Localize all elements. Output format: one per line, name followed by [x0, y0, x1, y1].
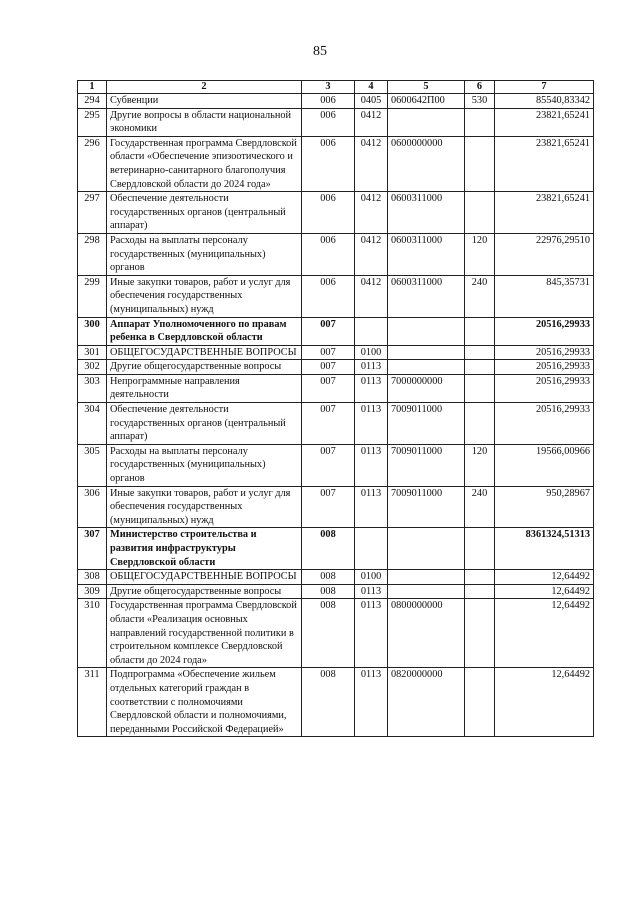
row-code-6 — [465, 108, 495, 136]
row-code-3: 007 — [302, 403, 355, 445]
row-amount: 8361324,51313 — [495, 528, 594, 570]
table-row — [78, 599, 594, 668]
table-body — [78, 94, 594, 737]
table-row — [78, 374, 594, 402]
column-header: 2 — [107, 81, 302, 94]
row-name: Другие общегосударственные вопросы — [107, 584, 302, 599]
row-code-6 — [465, 317, 495, 345]
row-code-4: 0113 — [355, 444, 388, 486]
row-code-3: 007 — [302, 486, 355, 528]
row-code-6 — [465, 136, 495, 191]
page-number: 85 — [313, 44, 327, 59]
row-code-5: 7009011000 — [388, 444, 465, 486]
row-amount: 845,35731 — [495, 275, 594, 317]
row-number: 303 — [78, 374, 107, 402]
row-code-4: 0113 — [355, 360, 388, 375]
row-code-3: 007 — [302, 345, 355, 360]
row-amount: 23821,65241 — [495, 192, 594, 234]
row-name: Иные закупки товаров, работ и услуг для обеспечения государственных (муниципальных) нужд — [107, 486, 302, 528]
row-name: Аппарат Уполномоченного по правам ребенка в Свердловской области — [107, 317, 302, 345]
row-code-6 — [465, 374, 495, 402]
row-code-4: 0412 — [355, 233, 388, 275]
row-number: 297 — [78, 192, 107, 234]
row-code-5 — [388, 317, 465, 345]
row-amount: 20516,29933 — [495, 345, 594, 360]
row-amount: 950,28967 — [495, 486, 594, 528]
row-code-4: 0113 — [355, 668, 388, 737]
row-code-3: 006 — [302, 94, 355, 109]
table-row — [78, 108, 594, 136]
row-amount: 85540,83342 — [495, 94, 594, 109]
row-number: 295 — [78, 108, 107, 136]
row-code-3: 006 — [302, 275, 355, 317]
row-number: 306 — [78, 486, 107, 528]
row-code-5: 0600642П00 — [388, 94, 465, 109]
row-number: 298 — [78, 233, 107, 275]
row-code-6: 120 — [465, 444, 495, 486]
row-name: Обеспечение деятельности государственных органов (центральный аппарат) — [107, 192, 302, 234]
row-amount: 19566,00966 — [495, 444, 594, 486]
row-number: 294 — [78, 94, 107, 109]
row-code-6: 530 — [465, 94, 495, 109]
row-code-6 — [465, 345, 495, 360]
row-code-5 — [388, 345, 465, 360]
row-code-6 — [465, 528, 495, 570]
row-code-5: 7000000000 — [388, 374, 465, 402]
row-code-3: 006 — [302, 108, 355, 136]
table-row — [78, 233, 594, 275]
row-name: Другие общегосударственные вопросы — [107, 360, 302, 375]
row-code-5: 7009011000 — [388, 486, 465, 528]
row-code-5: 0820000000 — [388, 668, 465, 737]
column-header: 6 — [465, 81, 495, 94]
row-code-4: 0412 — [355, 192, 388, 234]
table-row — [78, 486, 594, 528]
row-code-6 — [465, 570, 495, 585]
table-row — [78, 192, 594, 234]
row-code-6 — [465, 668, 495, 737]
row-name: Иные закупки товаров, работ и услуг для обеспечения государственных (муниципальных) нужд — [107, 275, 302, 317]
row-code-6 — [465, 584, 495, 599]
row-code-3: 007 — [302, 444, 355, 486]
table-row — [78, 345, 594, 360]
row-name: Субвенции — [107, 94, 302, 109]
table-row — [78, 360, 594, 375]
row-code-4: 0113 — [355, 599, 388, 668]
row-name: ОБЩЕГОСУДАРСТВЕННЫЕ ВОПРОСЫ — [107, 570, 302, 585]
row-number: 311 — [78, 668, 107, 737]
row-code-4: 0405 — [355, 94, 388, 109]
row-code-6 — [465, 192, 495, 234]
row-code-6: 240 — [465, 486, 495, 528]
row-code-4: 0113 — [355, 374, 388, 402]
column-header: 5 — [388, 81, 465, 94]
row-code-5: 0600311000 — [388, 275, 465, 317]
row-code-3: 007 — [302, 360, 355, 375]
row-number: 299 — [78, 275, 107, 317]
table-row — [78, 94, 594, 109]
row-amount: 20516,29933 — [495, 374, 594, 402]
table-row — [78, 136, 594, 191]
row-number: 310 — [78, 599, 107, 668]
row-number: 308 — [78, 570, 107, 585]
row-code-4: 0113 — [355, 486, 388, 528]
table-row — [78, 275, 594, 317]
row-amount: 20516,29933 — [495, 360, 594, 375]
row-amount: 20516,29933 — [495, 317, 594, 345]
row-code-5 — [388, 360, 465, 375]
row-code-4: 0113 — [355, 403, 388, 445]
row-code-4: 0100 — [355, 570, 388, 585]
row-code-4: 0113 — [355, 584, 388, 599]
table-row — [78, 570, 594, 585]
budget-table — [77, 80, 594, 737]
row-code-5: 0800000000 — [388, 599, 465, 668]
row-code-6 — [465, 403, 495, 445]
table-row — [78, 317, 594, 345]
row-code-3: 007 — [302, 317, 355, 345]
row-name: ОБЩЕГОСУДАРСТВЕННЫЕ ВОПРОСЫ — [107, 345, 302, 360]
row-code-4 — [355, 317, 388, 345]
row-code-3: 008 — [302, 570, 355, 585]
row-amount: 12,64492 — [495, 584, 594, 599]
row-number: 300 — [78, 317, 107, 345]
row-name: Государственная программа Свердловской области «Обеспечение эпизоотического и ветеринарно-санитарного благополучия Свердловской области до 2024 года» — [107, 136, 302, 191]
row-amount: 12,64492 — [495, 570, 594, 585]
row-code-5: 7009011000 — [388, 403, 465, 445]
row-amount: 12,64492 — [495, 668, 594, 737]
table-row — [78, 668, 594, 737]
row-code-3: 006 — [302, 233, 355, 275]
row-code-6: 120 — [465, 233, 495, 275]
row-name: Обеспечение деятельности государственных органов (центральный аппарат) — [107, 403, 302, 445]
row-number: 302 — [78, 360, 107, 375]
row-number: 309 — [78, 584, 107, 599]
table-row — [78, 444, 594, 486]
row-code-4: 0412 — [355, 275, 388, 317]
table-row — [78, 528, 594, 570]
table-row — [78, 403, 594, 445]
row-code-3: 008 — [302, 584, 355, 599]
row-code-3: 007 — [302, 374, 355, 402]
row-code-4: 0412 — [355, 108, 388, 136]
row-number: 304 — [78, 403, 107, 445]
column-header: 7 — [495, 81, 594, 94]
row-code-3: 008 — [302, 668, 355, 737]
table-row — [78, 584, 594, 599]
row-name: Государственная программа Свердловской области «Реализация основных направлений государственной политики в строительном комплексе Свердловской области до 2024 года» — [107, 599, 302, 668]
row-amount: 22976,29510 — [495, 233, 594, 275]
column-header: 3 — [302, 81, 355, 94]
row-number: 307 — [78, 528, 107, 570]
row-code-3: 008 — [302, 599, 355, 668]
row-name: Другие вопросы в области национальной экономики — [107, 108, 302, 136]
row-code-6 — [465, 599, 495, 668]
row-name: Расходы на выплаты персоналу государственных (муниципальных) органов — [107, 233, 302, 275]
row-number: 305 — [78, 444, 107, 486]
row-code-6: 240 — [465, 275, 495, 317]
row-number: 301 — [78, 345, 107, 360]
table-header-row — [78, 81, 594, 94]
row-code-5 — [388, 570, 465, 585]
row-code-5 — [388, 528, 465, 570]
row-name: Подпрограмма «Обеспечение жильем отдельных категорий граждан в соответствии с полномочиями Свердловской области и полномочиями, переданными Российской Федерацией» — [107, 668, 302, 737]
row-name: Расходы на выплаты персоналу государственных (муниципальных) органов — [107, 444, 302, 486]
row-number: 296 — [78, 136, 107, 191]
row-code-3: 008 — [302, 528, 355, 570]
row-name: Непрограммные направления деятельности — [107, 374, 302, 402]
row-code-4 — [355, 528, 388, 570]
row-code-5: 0600000000 — [388, 136, 465, 191]
row-code-5 — [388, 584, 465, 599]
row-amount: 20516,29933 — [495, 403, 594, 445]
row-code-4: 0412 — [355, 136, 388, 191]
row-code-6 — [465, 360, 495, 375]
row-code-5 — [388, 108, 465, 136]
row-code-3: 006 — [302, 192, 355, 234]
column-header: 1 — [78, 81, 107, 94]
row-amount: 12,64492 — [495, 599, 594, 668]
row-amount: 23821,65241 — [495, 136, 594, 191]
row-code-5: 0600311000 — [388, 233, 465, 275]
row-code-5: 0600311000 — [388, 192, 465, 234]
row-code-3: 006 — [302, 136, 355, 191]
row-amount: 23821,65241 — [495, 108, 594, 136]
column-header: 4 — [355, 81, 388, 94]
row-code-4: 0100 — [355, 345, 388, 360]
row-name: Министерство строительства и развития инфраструктуры Свердловской области — [107, 528, 302, 570]
